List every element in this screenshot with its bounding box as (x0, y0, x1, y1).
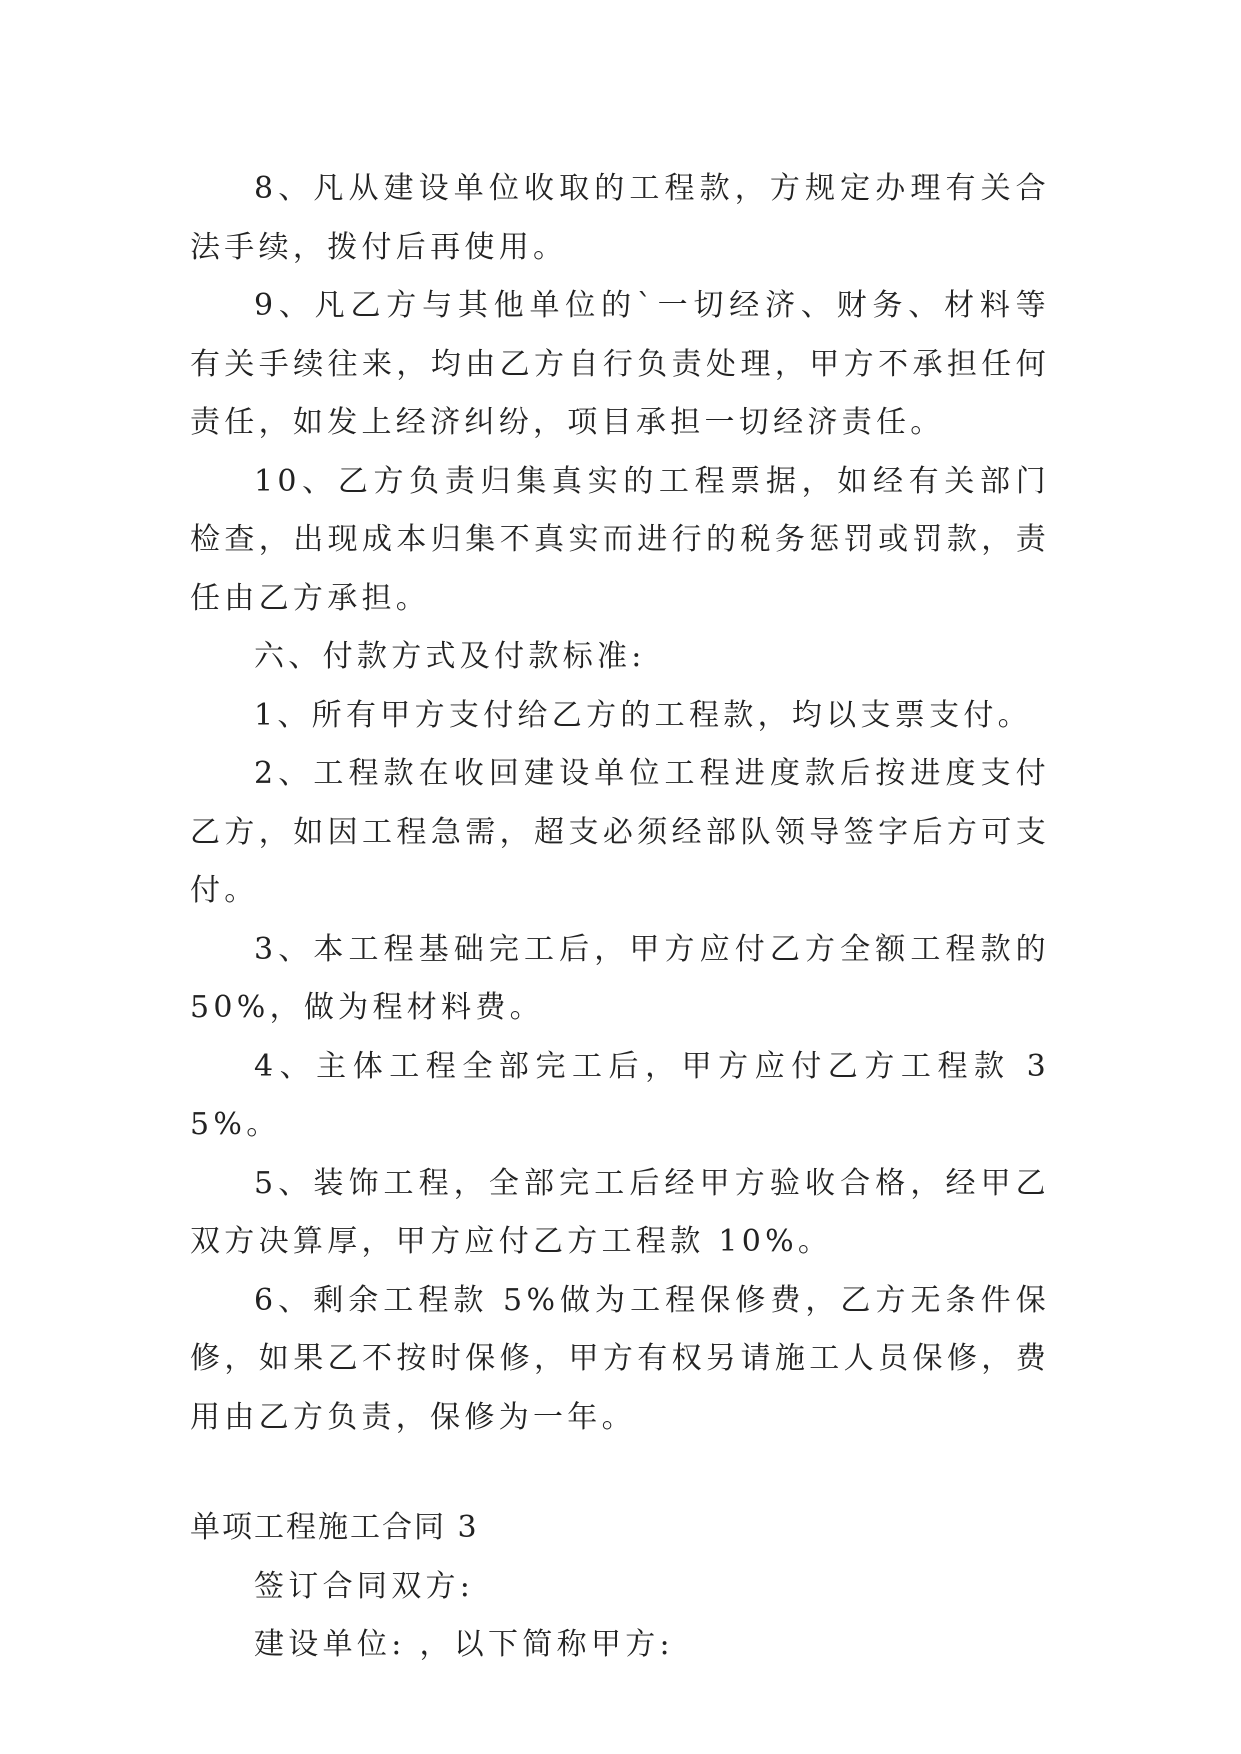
contract-parties-label: 签订合同双方: (254, 1568, 475, 1604)
payment-item-3: 3、本工程基础完工后，甲方应付乙方全额工程款的50%，做为程材料费。 (190, 931, 1050, 1025)
payment-item-4: 4、主体工程全部完工后，甲方应付乙方工程款 35%。 (190, 1048, 1050, 1142)
paragraph-item-10: 10、乙方负责归集真实的工程票据，如经有关部门检查，出现成本归集不真实而进行的税务惩罚或罚款，责任由乙方承担。 (190, 463, 1050, 616)
payment-item-6: 6、剩余工程款 5%做为工程保修费，乙方无条件保修，如果乙不按时保修，甲方有权另请施工人员保修，费用由乙方负责，保修为一年。 (190, 1282, 1050, 1435)
payment-section-heading: 六、付款方式及付款标准: (254, 639, 646, 674)
construction-unit-line: 建设单位: ，以下简称甲方: (254, 1627, 674, 1662)
document-body (190, 160, 1050, 1675)
paragraph-item-9: 9、凡乙方与其他单位的`一切经济、财务、材料等有关手续往来，均由乙方自行负责处理，甲方不承担任何责任，如发上经济纠纷，项目承担一切经济责任。 (190, 288, 1050, 440)
contract-section-title: 单项工程施工合同 3 (190, 1510, 479, 1545)
paragraph-item-8: 8、凡从建设单位收取的工程款，方规定办理有关合法手续，拨付后再使用。 (190, 171, 1050, 265)
payment-item-5: 5、装饰工程，全部完工后经甲方验收合格，经甲乙双方决算厚，甲方应付乙方工程款 10%。 (190, 1165, 1050, 1259)
payment-item-2: 2、工程款在收回建设单位工程进度款后按进度支付乙方，如因工程急需，超支必须经部队领导签字后方可支付。 (190, 756, 1050, 908)
payment-item-1: 1、所有甲方支付给乙方的工程款，均以支票支付。 (254, 697, 1032, 733)
